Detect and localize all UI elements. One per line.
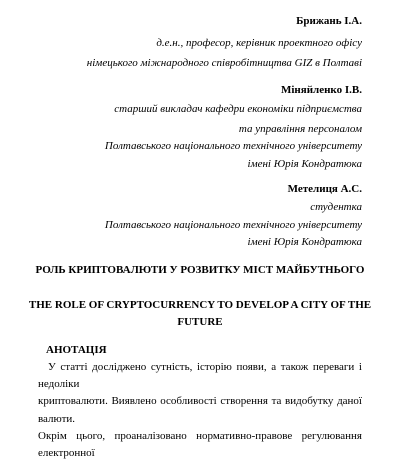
author-affiliation-1-line-1: д.е.н., професор, керівник проектного офісу — [156, 37, 362, 49]
author-affiliation-2-line-4: імені Юрія Кондратюка — [247, 158, 362, 170]
author-affiliation-3-line-2: Полтавського національного технічного університету — [104, 219, 362, 231]
abstract-line-3: Окрім цього, проаналізовано нормативно-правове регулювання електронної — [38, 429, 362, 460]
title-ukrainian: РОЛЬ КРИПТОВАЛЮТИ У РОЗВИТКУ МІСТ МАЙБУТНЬОГО — [35, 264, 365, 276]
author-affiliation-3-line-3: імені Юрія Кондратюка — [247, 236, 362, 248]
author-name-3: Метелиця А.С. — [287, 183, 362, 195]
title-english-line-2: FUTURE — [177, 316, 223, 328]
author-name-1: Брижань І.А. — [296, 15, 362, 27]
title-english-line-1: THE ROLE OF CRYPTOCURRENCY TO DEVELOP A CITY OF THE — [28, 299, 372, 311]
author-affiliation-1-line-2: німецького міжнародного співробітництва GIZ в Полтаві — [86, 57, 362, 69]
author-affiliation-2-line-1: старший викладач кафедри економіки підприємства — [114, 103, 362, 115]
abstract-line-1: У статті досліджено сутність, історію появи, а також переваги і недоліки — [38, 361, 362, 391]
author-name-2: Міняйленко І.В. — [280, 84, 362, 96]
author-affiliation-2-line-2: та управління персоналом — [238, 123, 362, 135]
author-affiliation-3-line-1: студентка — [310, 201, 362, 213]
abstract-heading: АНОТАЦІЯ — [46, 344, 107, 356]
author-affiliation-2-line-3: Полтавського національного технічного університету — [104, 140, 362, 152]
abstract-body — [38, 359, 362, 462]
abstract-line-2: криптовалюти. Виявлено особливості створення та видобутку даної валюти. — [38, 395, 362, 425]
